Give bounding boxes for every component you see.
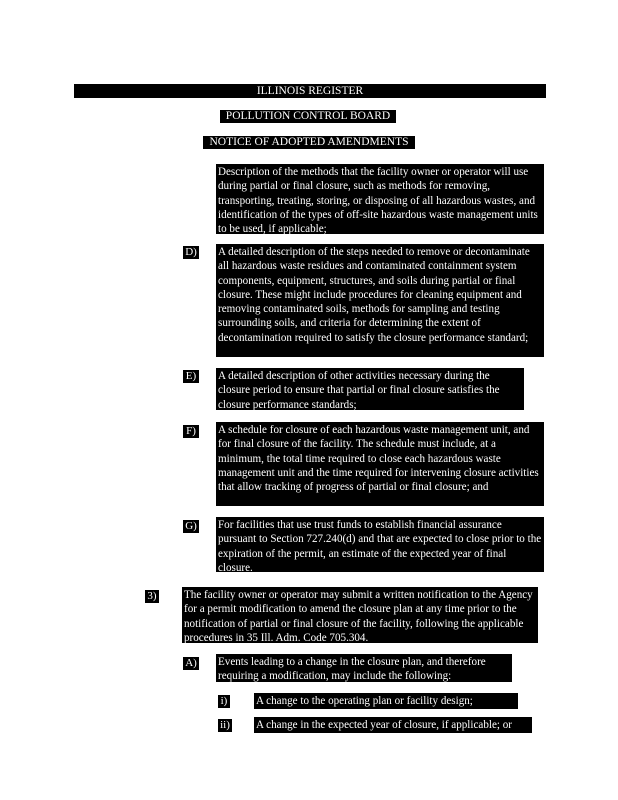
- item-a-text: Events leading to a change in the closure plan, and therefore requiring a modification, may include the following:: [216, 654, 512, 682]
- item-i-text: A change to the operating plan or facility design;: [254, 693, 518, 709]
- item-3-label: 3): [145, 590, 159, 603]
- item-e-label: E): [183, 370, 199, 383]
- item-ii-label: ii): [218, 719, 232, 732]
- item-f-text: A schedule for closure of each hazardous waste management unit, and for final closure of the facility. The schedule must include, at a minimum, the total time required to close each hazardous waste management unit and the time required for intervening closure activities that allow tracking of progress of partial or final closure; and: [216, 422, 544, 506]
- item-g-label: G): [183, 520, 199, 533]
- item-3-text: The facility owner or operator may submit a written notification to the Agency for a permit modification to amend the closure plan at any time prior to the notification of partial or final closure of the facility, following the applicable procedures in 35 Ill. Adm. Code 705.304.: [182, 587, 538, 643]
- item-d-label: D): [183, 246, 199, 259]
- item-i-label: i): [218, 695, 230, 708]
- item-e-text: A detailed description of other activities necessary during the closure period to ensure that partial or final closure satisfies the closure performance standards;: [216, 368, 524, 410]
- register-header: ILLINOIS REGISTER: [74, 84, 546, 98]
- notice-header: NOTICE OF ADOPTED AMENDMENTS: [203, 136, 415, 149]
- item-a-label: A): [183, 657, 199, 670]
- board-header: POLLUTION CONTROL BOARD: [220, 110, 396, 123]
- item-c-continuation: Description of the methods that the facility owner or operator will use during partial or final closure, such as methods for removing, transporting, treating, storing, or disposing of all hazardous wastes, and identification of the types of off-site hazardous waste management units to be used, if applicable;: [216, 164, 544, 234]
- item-ii-text: A change in the expected year of closure, if applicable; or: [254, 717, 532, 733]
- item-g-text: For facilities that use trust funds to establish financial assurance pursuant to Section 727.240(d) and that are expected to close prior to the expiration of the permit, an estimate of the expected year of final closure.: [216, 517, 544, 572]
- item-f-label: F): [183, 425, 199, 438]
- item-d-text: A detailed description of the steps needed to remove or decontaminate all hazardous waste residues and contaminated containment system components, equipment, structures, and soils during partial or final closure. These might include procedures for cleaning equipment and removing contaminated soils, methods for sampling and testing surrounding soils, and criteria for determining the extent of decontamination required to satisfy the closure performance standard;: [216, 244, 544, 357]
